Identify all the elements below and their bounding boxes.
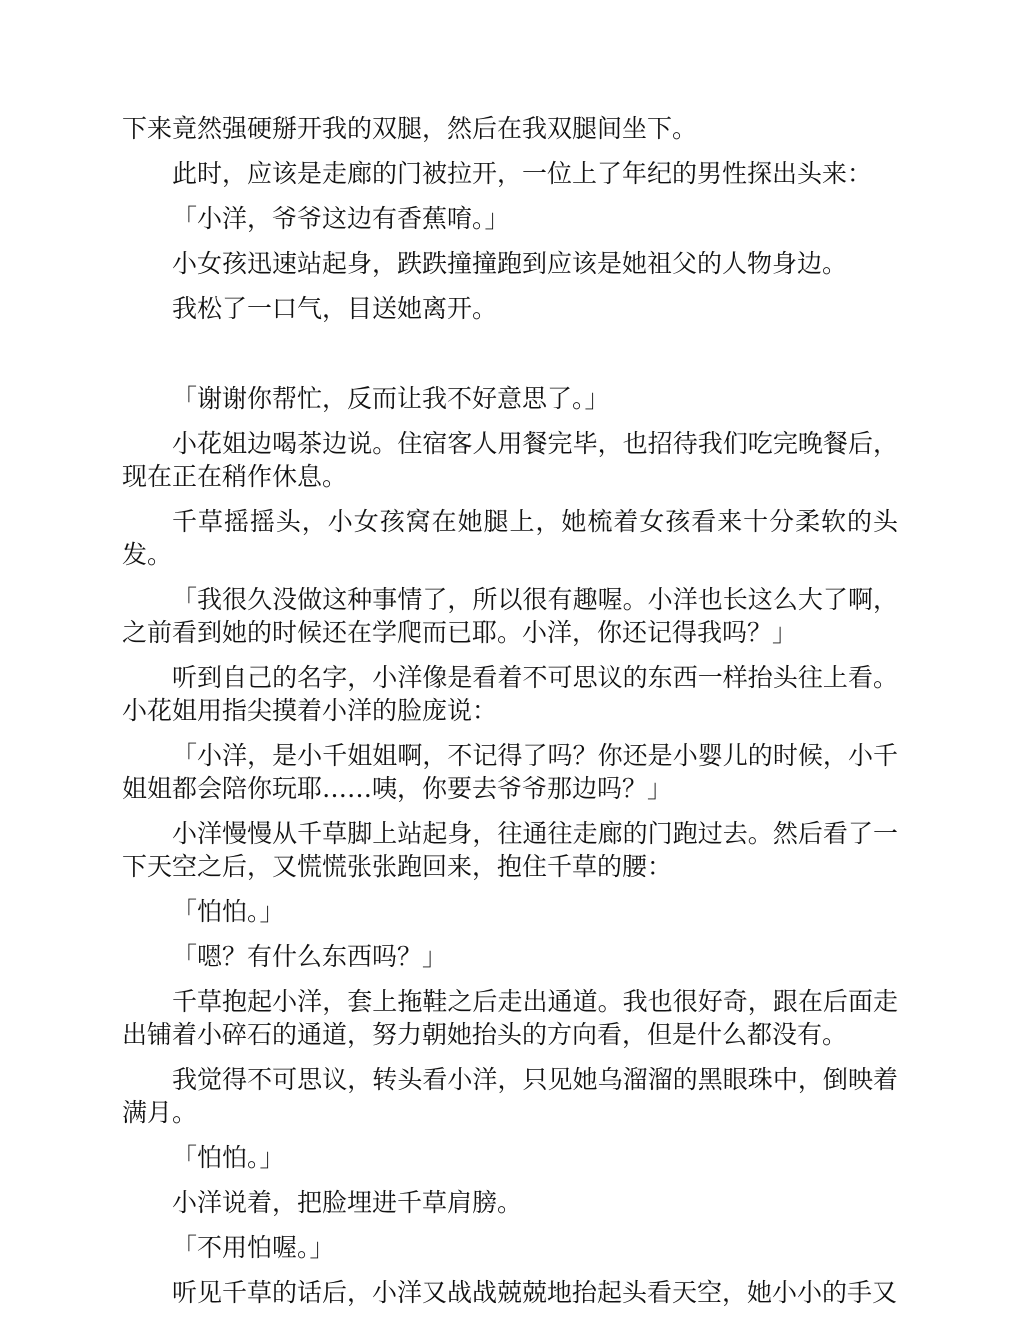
- paragraph: 小洋说着，把脸埋进千草肩膀。: [172, 1188, 523, 1217]
- paragraph: 千草摇摇头，小女孩窝在她腿上，她梳着女孩看来十分柔软的头发。: [122, 507, 898, 569]
- section-break: [122, 337, 898, 370]
- paragraph: 「小洋，爷爷这边有香蕉唷。」: [172, 204, 510, 233]
- paragraph: 听到自己的名字，小洋像是看着不可思议的东西一样抬头往上看。小花姐用指尖摸着小洋的脸庞说：: [122, 663, 898, 725]
- paragraph: 我松了一口气，目送她离开。: [172, 294, 498, 323]
- paragraph: 听见千草的话后，小洋又战战兢兢地抬起头看天空，她小小的手又: [172, 1278, 898, 1307]
- paragraph: 我觉得不可思议，转头看小洋，只见她乌溜溜的黑眼珠中，倒映着满月。: [122, 1065, 898, 1127]
- paragraph: 「谢谢你帮忙，反而让我不好意思了。」: [172, 384, 610, 413]
- paragraph: 「我很久没做这种事情了，所以很有趣喔。小洋也长这么大了啊，之前看到她的时候还在学爬而已耶。小洋，你还记得我吗？」: [122, 585, 898, 647]
- paragraph: 「小洋，是小千姐姐啊，不记得了吗？你还是小婴儿的时候，小千姐姐都会陪你玩耶……咦，你要去爷爷那边吗？」: [122, 741, 898, 803]
- paragraph: 「不用怕喔。」: [172, 1233, 335, 1262]
- paragraph: 小洋慢慢从千草脚上站起身，往通往走廊的门跑过去。然后看了一下天空之后，又慌慌张张跑回来，抱住千草的腰：: [122, 819, 898, 881]
- paragraph: 「怕怕。」: [172, 897, 285, 926]
- paragraph: 下来竟然强硬掰开我的双腿，然后在我双腿间坐下。: [122, 114, 698, 143]
- paragraph: 小女孩迅速站起身，跌跌撞撞跑到应该是她祖父的人物身边。: [172, 249, 848, 278]
- body-text: [122, 112, 898, 1321]
- paragraph: 千草抱起小洋，套上拖鞋之后走出通道。我也很好奇，跟在后面走出铺着小碎石的通道，努力朝她抬头的方向看，但是什么都没有。: [122, 987, 898, 1049]
- paragraph: 此时，应该是走廊的门被拉开，一位上了年纪的男性探出头来：: [172, 159, 873, 188]
- paragraph: 小花姐边喝茶边说。住宿客人用餐完毕，也招待我们吃完晚餐后，现在正在稍作休息。: [122, 429, 898, 491]
- paragraph: 「怕怕。」: [172, 1143, 285, 1172]
- paragraph: 「嗯？有什么东西吗？」: [172, 942, 448, 971]
